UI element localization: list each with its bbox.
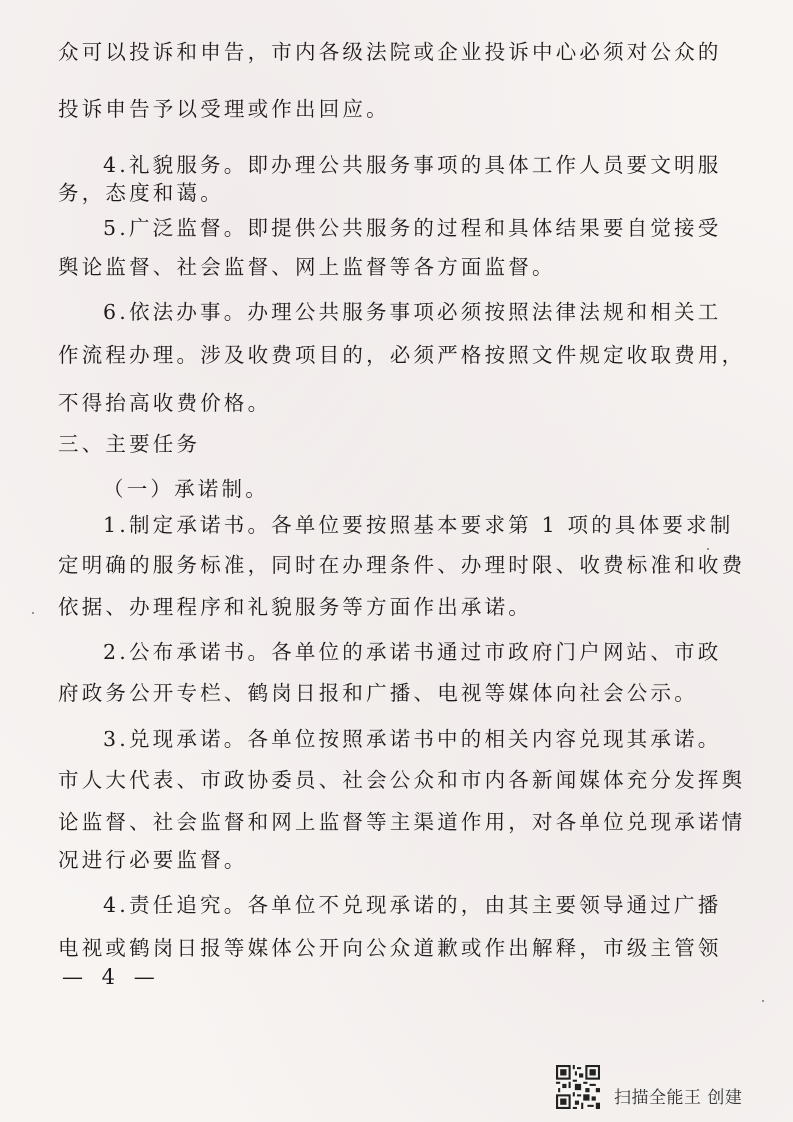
text-line-18: 市人大代表、市政协委员、社会公众和市内各新闻媒体充分发挥舆 xyxy=(58,768,746,792)
text-line-19: 论监督、社会监督和网上监督等主渠道作用，对各单位兑现承诺情 xyxy=(58,810,746,834)
text-line-5: 5.广泛监督。即提供公共服务的过程和具体结果要自觉接受 xyxy=(103,216,722,240)
subsection-heading: （一）承诺制。 xyxy=(103,477,269,501)
text-line-13: 定明确的服务标准，同时在办理条件、办理时限、收费标准和收费 xyxy=(58,553,746,577)
text-line-14: 依据、办理程序和礼貌服务等方面作出承诺。 xyxy=(58,595,532,619)
text-line-8: 作流程办理。涉及收费项目的，必须严格按照文件规定收取费用， xyxy=(58,343,746,367)
text-line-20: 况进行必要监督。 xyxy=(58,848,248,872)
text-line-1: 众可以投诉和申告，市内各级法院或企业投诉中心必须对公众的 xyxy=(58,40,722,64)
text-line-4: 务，态度和蔼。 xyxy=(58,181,224,205)
text-line-9: 不得抬高收费价格。 xyxy=(58,391,272,415)
text-line-3: 4.礼貌服务。即办理公共服务事项的具体工作人员要文明服 xyxy=(103,153,722,177)
text-line-6: 舆论监督、社会监督、网上监督等各方面监督。 xyxy=(58,255,556,279)
text-line-16: 府政务公开专栏、鹤岗日报和广播、电视等媒体向社会公示。 xyxy=(58,681,698,705)
scan-speck xyxy=(32,612,34,614)
scan-speck xyxy=(707,548,709,550)
text-line-22: 电视或鹤岗日报等媒体公开向公众道歉或作出解释，市级主管领 xyxy=(58,936,722,960)
scan-speck xyxy=(762,1000,764,1002)
scanner-watermark-label: 扫描全能王 创建 xyxy=(614,1088,743,1108)
section-heading: 三、主要任务 xyxy=(58,432,201,456)
text-line-15: 2.公布承诺书。各单位的承诺书通过市政府门户网站、市政 xyxy=(103,640,722,664)
text-line-17: 3.兑现承诺。各单位按照承诺书中的相关内容兑现其承诺。 xyxy=(103,727,722,751)
page-number: — 4 — xyxy=(62,965,161,989)
qr-code-icon xyxy=(556,1065,600,1109)
text-line-12: 1.制定承诺书。各单位要按照基本要求第 1 项的具体要求制 xyxy=(103,513,734,537)
text-line-2: 投诉申告予以受理或作出回应。 xyxy=(58,97,390,121)
text-line-21: 4.责任追究。各单位不兑现承诺的，由其主要领导通过广播 xyxy=(103,893,722,917)
text-line-7: 6.依法办事。办理公共服务事项必须按照法律法规和相关工 xyxy=(103,300,722,324)
